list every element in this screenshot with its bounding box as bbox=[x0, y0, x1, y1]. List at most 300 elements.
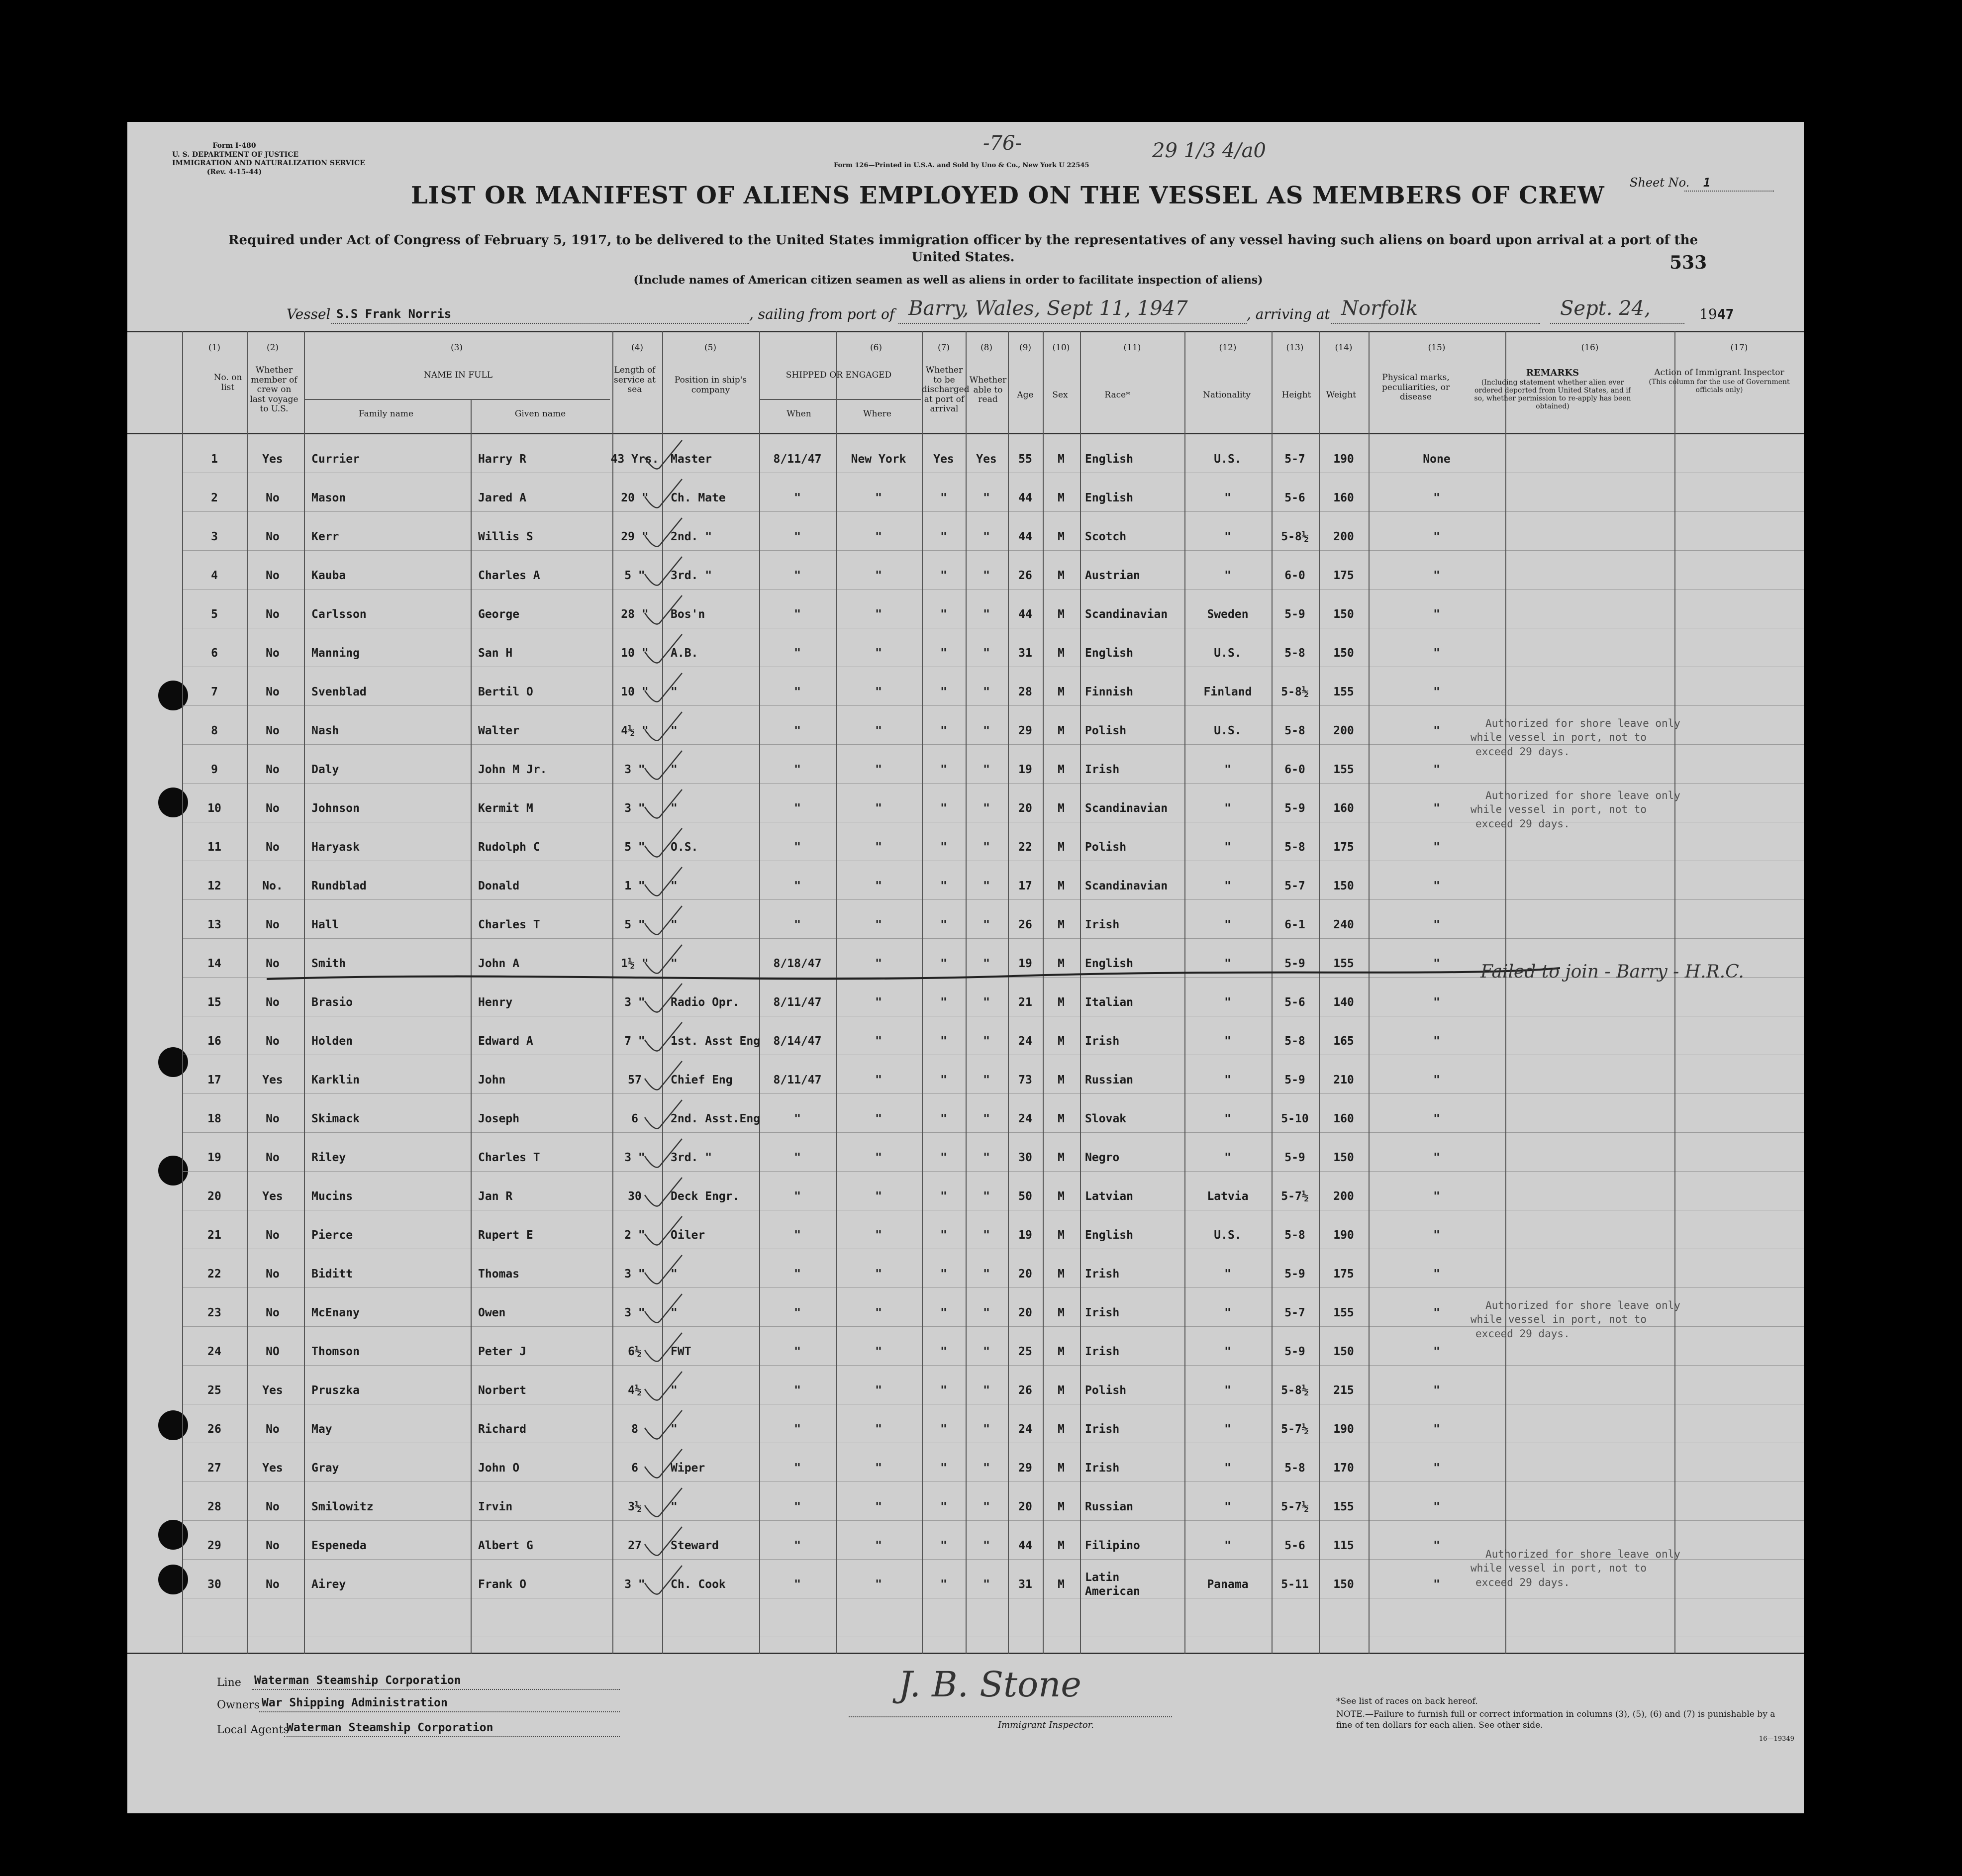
race: Polish bbox=[1085, 1384, 1127, 1397]
given-name: Charles T bbox=[478, 1151, 540, 1164]
discharged: " bbox=[940, 492, 947, 504]
physical-marks: " bbox=[1433, 1268, 1440, 1281]
sex: M bbox=[1058, 1539, 1065, 1552]
weight: 200 bbox=[1333, 530, 1354, 543]
given-name: Kermit M bbox=[478, 802, 533, 815]
race: English bbox=[1085, 647, 1133, 660]
weight: 150 bbox=[1333, 608, 1354, 621]
inspector-label: Immigrant Inspector. bbox=[998, 1720, 1094, 1730]
check-mark bbox=[645, 1410, 682, 1439]
stamp-line: while vessel in port, not to bbox=[1471, 803, 1647, 816]
check-mark bbox=[645, 828, 682, 857]
age: 24 bbox=[1018, 1112, 1032, 1125]
header-physical-marks: Physical marks, peculiarities, or disease bbox=[1381, 373, 1450, 402]
sex: M bbox=[1058, 841, 1065, 854]
sex: M bbox=[1058, 608, 1065, 621]
shipped-where: New York bbox=[851, 453, 906, 466]
row-number: 9 bbox=[211, 763, 218, 776]
check-mark bbox=[645, 712, 682, 741]
check-mark bbox=[645, 751, 682, 780]
age: 55 bbox=[1018, 453, 1032, 466]
given-name: George bbox=[478, 608, 520, 621]
given-name: Jared A bbox=[478, 492, 526, 504]
row-number: 7 bbox=[211, 686, 218, 698]
shipped-where: " bbox=[875, 763, 882, 776]
shipped-where: " bbox=[875, 608, 882, 621]
shipped-when: " bbox=[794, 763, 801, 776]
family-name: Rundblad bbox=[311, 880, 367, 892]
physical-marks: " bbox=[1433, 530, 1440, 543]
weight: 175 bbox=[1333, 569, 1354, 582]
service-length: 3 " bbox=[624, 1268, 645, 1281]
column-number: (8) bbox=[980, 343, 993, 353]
race: Russian bbox=[1085, 1500, 1133, 1513]
weight: 175 bbox=[1333, 1268, 1354, 1281]
age: 19 bbox=[1018, 957, 1032, 970]
vessel-name: S.S Frank Norris bbox=[336, 307, 452, 321]
stamp-line: Authorized for shore leave only bbox=[1485, 717, 1680, 729]
race: Irish bbox=[1085, 1035, 1120, 1048]
age: 17 bbox=[1018, 880, 1032, 892]
shipped-when: " bbox=[794, 608, 801, 621]
nationality: " bbox=[1224, 569, 1231, 582]
shipped-where: " bbox=[875, 1384, 882, 1397]
race: Latin American bbox=[1085, 1571, 1140, 1598]
age: 25 bbox=[1018, 1345, 1032, 1358]
page-title: LIST OR MANIFEST OF ALIENS EMPLOYED ON THE VESSEL AS MEMBERS OF CREW bbox=[411, 182, 1605, 209]
able-to-read: " bbox=[983, 1190, 990, 1203]
shipped-where: " bbox=[875, 1306, 882, 1319]
able-to-read: " bbox=[983, 608, 990, 621]
race: Irish bbox=[1085, 1268, 1120, 1281]
position: Chief Eng bbox=[671, 1074, 733, 1086]
race: Latvian bbox=[1085, 1190, 1133, 1203]
shipped-when: 8/14/47 bbox=[773, 1035, 822, 1048]
position: 3rd. " bbox=[671, 1151, 712, 1164]
shipped-when: " bbox=[794, 1112, 801, 1125]
service-length: 27 bbox=[628, 1539, 642, 1552]
weight: 175 bbox=[1333, 841, 1354, 854]
age: 21 bbox=[1018, 996, 1032, 1009]
weight: 215 bbox=[1333, 1384, 1354, 1397]
physical-marks: " bbox=[1433, 1074, 1440, 1086]
sex: M bbox=[1058, 1306, 1065, 1319]
family-name: Smilowitz bbox=[311, 1500, 374, 1513]
physical-marks: " bbox=[1433, 1345, 1440, 1358]
row-number: 11 bbox=[207, 841, 221, 854]
position: 2nd. " bbox=[671, 530, 712, 543]
physical-marks: " bbox=[1433, 841, 1440, 854]
able-to-read: " bbox=[983, 686, 990, 698]
able-to-read: " bbox=[983, 1074, 990, 1086]
height: 5-8½ bbox=[1281, 686, 1309, 698]
given-name: Donald bbox=[478, 880, 520, 892]
shipped-where: " bbox=[875, 1462, 882, 1475]
given-name: Owen bbox=[478, 1306, 506, 1319]
check-mark bbox=[645, 479, 682, 508]
check-mark bbox=[645, 1100, 682, 1129]
sheet-number: 1 bbox=[1703, 176, 1711, 190]
service-length: 6 bbox=[631, 1462, 638, 1475]
shipped-where: " bbox=[875, 957, 882, 970]
discharged: " bbox=[940, 647, 947, 660]
header-given-name: Given name bbox=[514, 409, 566, 419]
position: " bbox=[671, 686, 678, 698]
given-name: John O bbox=[478, 1462, 520, 1475]
race: Irish bbox=[1085, 1306, 1120, 1319]
position: Wiper bbox=[671, 1462, 705, 1475]
member-last-voyage: No bbox=[266, 1112, 280, 1125]
nationality: " bbox=[1224, 1035, 1231, 1048]
column-number: (2) bbox=[266, 343, 279, 353]
family-name: Nash bbox=[311, 724, 339, 737]
family-name: Skimack bbox=[311, 1112, 360, 1125]
form-number: Form I-480 bbox=[212, 142, 256, 150]
age: 20 bbox=[1018, 1500, 1032, 1513]
position: " bbox=[671, 763, 678, 776]
sex: M bbox=[1058, 1500, 1065, 1513]
age: 26 bbox=[1018, 1384, 1032, 1397]
printer-note: Form 126—Printed in U.S.A. and Sold by Uno & Co., New York U 22545 bbox=[834, 162, 1089, 169]
signature-underline bbox=[849, 1716, 1172, 1717]
header-no-on-list: No. on list bbox=[213, 373, 242, 393]
family-name: Airey bbox=[311, 1578, 346, 1591]
position: 1st. Asst Eng bbox=[671, 1035, 761, 1048]
able-to-read: " bbox=[983, 1306, 990, 1319]
check-mark bbox=[645, 595, 682, 624]
nationality: Sweden bbox=[1207, 608, 1249, 621]
race: Irish bbox=[1085, 1423, 1120, 1436]
sex: M bbox=[1058, 1190, 1065, 1203]
service-length: 5 " bbox=[624, 841, 645, 854]
races-note: *See list of races on back hereof. bbox=[1336, 1696, 1478, 1706]
nationality: " bbox=[1224, 880, 1231, 892]
position: Oiler bbox=[671, 1229, 705, 1242]
member-last-voyage: No bbox=[266, 1539, 280, 1552]
height: 5-9 bbox=[1284, 1345, 1305, 1358]
service-length: 8 bbox=[631, 1423, 638, 1436]
column-number: (3) bbox=[450, 343, 463, 353]
nationality: " bbox=[1224, 957, 1231, 970]
given-name: John M Jr. bbox=[478, 763, 547, 776]
weight: 170 bbox=[1333, 1462, 1354, 1475]
header-discharged: Whether to be discharged at port of arrival bbox=[922, 365, 970, 414]
shipped-when: " bbox=[794, 1268, 801, 1281]
able-to-read: " bbox=[983, 996, 990, 1009]
member-last-voyage: No bbox=[266, 569, 280, 582]
service-length: 20 " bbox=[621, 492, 649, 504]
able-to-read: " bbox=[983, 1035, 990, 1048]
weight: 155 bbox=[1333, 957, 1354, 970]
row-number: 30 bbox=[207, 1578, 221, 1591]
service-length: 10 " bbox=[621, 647, 649, 660]
year-value: 47 bbox=[1717, 306, 1734, 322]
header-member-last-voyage: Whether member of crew on last voyage to U.S. bbox=[250, 365, 298, 414]
given-name: Rudolph C bbox=[478, 841, 540, 854]
height: 5-9 bbox=[1284, 1074, 1305, 1086]
family-name: Manning bbox=[311, 647, 360, 660]
member-last-voyage: No bbox=[266, 1578, 280, 1591]
check-mark bbox=[645, 557, 682, 586]
header-family-name: Family name bbox=[358, 409, 414, 419]
height: 5-8 bbox=[1284, 1462, 1305, 1475]
shipped-when: 8/18/47 bbox=[773, 957, 822, 970]
arriving-port: Norfolk bbox=[1341, 297, 1418, 320]
age: 20 bbox=[1018, 802, 1032, 815]
shipped-when: " bbox=[794, 1190, 801, 1203]
weight: 190 bbox=[1333, 1229, 1354, 1242]
able-to-read: " bbox=[983, 1462, 990, 1475]
weight: 160 bbox=[1333, 492, 1354, 504]
check-mark bbox=[645, 1061, 682, 1090]
service-length: 5 " bbox=[624, 569, 645, 582]
sailing-label: , sailing from port of bbox=[749, 306, 895, 322]
check-mark bbox=[645, 945, 682, 974]
row-number: 29 bbox=[207, 1539, 221, 1552]
height: 5-8½ bbox=[1281, 530, 1309, 543]
able-to-read: " bbox=[983, 763, 990, 776]
sex: M bbox=[1058, 647, 1065, 660]
discharged: " bbox=[940, 1345, 947, 1358]
shipped-where: " bbox=[875, 880, 882, 892]
service-length: 3 " bbox=[624, 996, 645, 1009]
row-number: 5 bbox=[211, 608, 218, 621]
discharged: " bbox=[940, 530, 947, 543]
sheet-label-text: Sheet No. bbox=[1630, 176, 1690, 190]
discharged: " bbox=[940, 1423, 947, 1436]
given-name: Jan R bbox=[478, 1190, 513, 1203]
given-name: Peter J bbox=[478, 1345, 526, 1358]
sex: M bbox=[1058, 802, 1065, 815]
row-number: 25 bbox=[207, 1384, 221, 1397]
service-length: 2 " bbox=[624, 1229, 645, 1242]
sex: M bbox=[1058, 1268, 1065, 1281]
arrival-date: Sept. 24, bbox=[1560, 297, 1651, 320]
shipped-where: " bbox=[875, 1345, 882, 1358]
able-to-read: " bbox=[983, 957, 990, 970]
stamp-line: exceed 29 days. bbox=[1475, 817, 1570, 830]
able-to-read: " bbox=[983, 1151, 990, 1164]
stamp-line: Authorized for shore leave only bbox=[1485, 790, 1680, 801]
physical-marks: " bbox=[1433, 957, 1440, 970]
family-name: Kauba bbox=[311, 569, 346, 582]
sex: M bbox=[1058, 1384, 1065, 1397]
penalty-note: NOTE.—Failure to furnish full or correct information in columns (3), (5), (6) and (7) is punishable by a fine of ten dollars for each alien. See other side. bbox=[1336, 1709, 1775, 1731]
nationality: " bbox=[1224, 492, 1231, 504]
able-to-read: " bbox=[983, 1539, 990, 1552]
nationality: " bbox=[1224, 1268, 1231, 1281]
age: 24 bbox=[1018, 1035, 1032, 1048]
discharged: " bbox=[940, 802, 947, 815]
height: 5-7 bbox=[1284, 1306, 1305, 1319]
member-last-voyage: NO bbox=[266, 1345, 280, 1358]
shipped-when: " bbox=[794, 492, 801, 504]
given-name: Frank O bbox=[478, 1578, 526, 1591]
check-mark bbox=[645, 440, 682, 469]
given-name: Charles T bbox=[478, 918, 540, 931]
check-mark bbox=[645, 1372, 682, 1400]
age: 44 bbox=[1018, 1539, 1032, 1552]
row-number: 17 bbox=[207, 1074, 221, 1086]
given-name: John A bbox=[478, 957, 520, 970]
given-name: Charles A bbox=[478, 569, 540, 582]
discharged: " bbox=[940, 880, 947, 892]
position: " bbox=[671, 1500, 678, 1513]
discharged: " bbox=[940, 1268, 947, 1281]
action-note: (This column for the use of Government officials only) bbox=[1649, 378, 1790, 394]
height: 5-6 bbox=[1284, 996, 1305, 1009]
race: Filipino bbox=[1085, 1539, 1140, 1552]
family-name: Svenblad bbox=[311, 686, 367, 698]
given-name: Harry R bbox=[478, 453, 526, 466]
stamp-line: while vessel in port, not to bbox=[1471, 1313, 1647, 1326]
service: IMMIGRATION AND NATURALIZATION SERVICE bbox=[172, 159, 365, 167]
height: 5-10 bbox=[1281, 1112, 1309, 1125]
able-to-read: " bbox=[983, 647, 990, 660]
given-name: Walter bbox=[478, 724, 520, 737]
row-number: 24 bbox=[207, 1345, 221, 1358]
physical-marks: " bbox=[1433, 1539, 1440, 1552]
sex: M bbox=[1058, 996, 1065, 1009]
check-mark bbox=[645, 1294, 682, 1323]
position: Ch. Cook bbox=[671, 1578, 726, 1591]
stamp-line: while vessel in port, not to bbox=[1471, 1562, 1647, 1575]
physical-marks: " bbox=[1433, 1384, 1440, 1397]
footer-agents-value: Waterman Steamship Corporation bbox=[287, 1721, 493, 1734]
able-to-read: " bbox=[983, 1423, 990, 1436]
header-sex: Sex bbox=[1052, 390, 1068, 400]
shipped-where: " bbox=[875, 1035, 882, 1048]
physical-marks: " bbox=[1433, 918, 1440, 931]
race: Scotch bbox=[1085, 530, 1127, 543]
footer-line-label: Line bbox=[217, 1677, 241, 1689]
age: 19 bbox=[1018, 1229, 1032, 1242]
physical-marks: " bbox=[1433, 724, 1440, 737]
sex: M bbox=[1058, 1578, 1065, 1591]
shipped-where: " bbox=[875, 1112, 882, 1125]
nationality: Panama bbox=[1207, 1578, 1249, 1591]
service-length: 29 " bbox=[621, 530, 649, 543]
discharged: " bbox=[940, 1539, 947, 1552]
check-mark bbox=[645, 1022, 682, 1051]
physical-marks: " bbox=[1433, 647, 1440, 660]
member-last-voyage: No bbox=[266, 918, 280, 931]
check-mark bbox=[645, 1449, 682, 1478]
check-mark bbox=[645, 790, 682, 818]
race: Polish bbox=[1085, 841, 1127, 854]
position: Master bbox=[671, 453, 712, 466]
discharged: Yes bbox=[933, 453, 954, 466]
subtitle: Required under Act of Congress of February 5, 1917, to be delivered to the United States immigration officer by the representatives of any vessel having such aliens on board upon arrival at a port of the United States. bbox=[228, 233, 1698, 265]
able-to-read: " bbox=[983, 1345, 990, 1358]
shipped-when: " bbox=[794, 880, 801, 892]
header-weight: Weight bbox=[1326, 390, 1357, 400]
member-last-voyage: No. bbox=[262, 880, 283, 892]
row-number: 21 bbox=[207, 1229, 221, 1242]
sex: M bbox=[1058, 569, 1065, 582]
sex: M bbox=[1058, 763, 1065, 776]
nationality: " bbox=[1224, 763, 1231, 776]
given-name: Willis S bbox=[478, 530, 533, 543]
family-name: Daly bbox=[311, 763, 339, 776]
member-last-voyage: No bbox=[266, 802, 280, 815]
shipped-where: " bbox=[875, 1074, 882, 1086]
sex: M bbox=[1058, 530, 1065, 543]
row-number: 14 bbox=[207, 957, 221, 970]
weight: 115 bbox=[1333, 1539, 1354, 1552]
row-number: 19 bbox=[207, 1151, 221, 1164]
weight: 160 bbox=[1333, 1112, 1354, 1125]
race: Austrian bbox=[1085, 569, 1140, 582]
member-last-voyage: No bbox=[266, 1151, 280, 1164]
check-mark bbox=[645, 673, 682, 702]
service-length: 3 " bbox=[624, 763, 645, 776]
include-note: (Include names of American citizen seamen as well as aliens in order to facilitate inspection of aliens) bbox=[633, 274, 1263, 287]
height: 5-8½ bbox=[1281, 1384, 1309, 1397]
stamp-line: exceed 29 days. bbox=[1475, 745, 1570, 758]
member-last-voyage: No bbox=[266, 763, 280, 776]
shipped-where: " bbox=[875, 647, 882, 660]
row-number: 15 bbox=[207, 996, 221, 1009]
physical-marks: None bbox=[1423, 453, 1451, 466]
sex: M bbox=[1058, 880, 1065, 892]
service-length: 30 bbox=[628, 1190, 642, 1203]
shipped-when: " bbox=[794, 918, 801, 931]
shipped-when: " bbox=[794, 686, 801, 698]
physical-marks: " bbox=[1433, 608, 1440, 621]
weight: 165 bbox=[1333, 1035, 1354, 1048]
service-length: 28 " bbox=[621, 608, 649, 621]
age: 26 bbox=[1018, 569, 1032, 582]
check-mark bbox=[645, 1255, 682, 1284]
footer-agents-underline bbox=[284, 1736, 620, 1737]
discharged: " bbox=[940, 1578, 947, 1591]
given-name: Henry bbox=[478, 996, 513, 1009]
able-to-read: " bbox=[983, 1578, 990, 1591]
member-last-voyage: No bbox=[266, 492, 280, 504]
shipped-where: " bbox=[875, 1423, 882, 1436]
height: 5-7½ bbox=[1281, 1500, 1309, 1513]
physical-marks: " bbox=[1433, 569, 1440, 582]
service-length: 3 " bbox=[624, 1151, 645, 1164]
footer-owners-underline bbox=[259, 1711, 620, 1712]
column-number: (16) bbox=[1581, 343, 1599, 353]
header-age: Age bbox=[1017, 390, 1034, 400]
position: " bbox=[671, 1423, 678, 1436]
weight: 200 bbox=[1333, 1190, 1354, 1203]
service-length: 3 " bbox=[624, 1578, 645, 1591]
age: 26 bbox=[1018, 918, 1032, 931]
family-name: Kerr bbox=[311, 530, 339, 543]
column-number: (15) bbox=[1428, 343, 1446, 353]
physical-marks: " bbox=[1433, 996, 1440, 1009]
family-name: Carlsson bbox=[311, 608, 367, 621]
shipped-when: " bbox=[794, 647, 801, 660]
discharged: " bbox=[940, 569, 947, 582]
height: 5-8 bbox=[1284, 1035, 1305, 1048]
race: Irish bbox=[1085, 918, 1120, 931]
discharged: " bbox=[940, 1112, 947, 1125]
age: 44 bbox=[1018, 530, 1032, 543]
service-length: 3 " bbox=[624, 1306, 645, 1319]
stamp-line: while vessel in port, not to bbox=[1471, 731, 1647, 744]
family-name: Pierce bbox=[311, 1229, 353, 1242]
row-number: 4 bbox=[211, 569, 218, 582]
header-nationality: Nationality bbox=[1203, 390, 1251, 400]
member-last-voyage: No bbox=[266, 647, 280, 660]
check-mark bbox=[645, 1216, 682, 1245]
sex: M bbox=[1058, 1229, 1065, 1242]
